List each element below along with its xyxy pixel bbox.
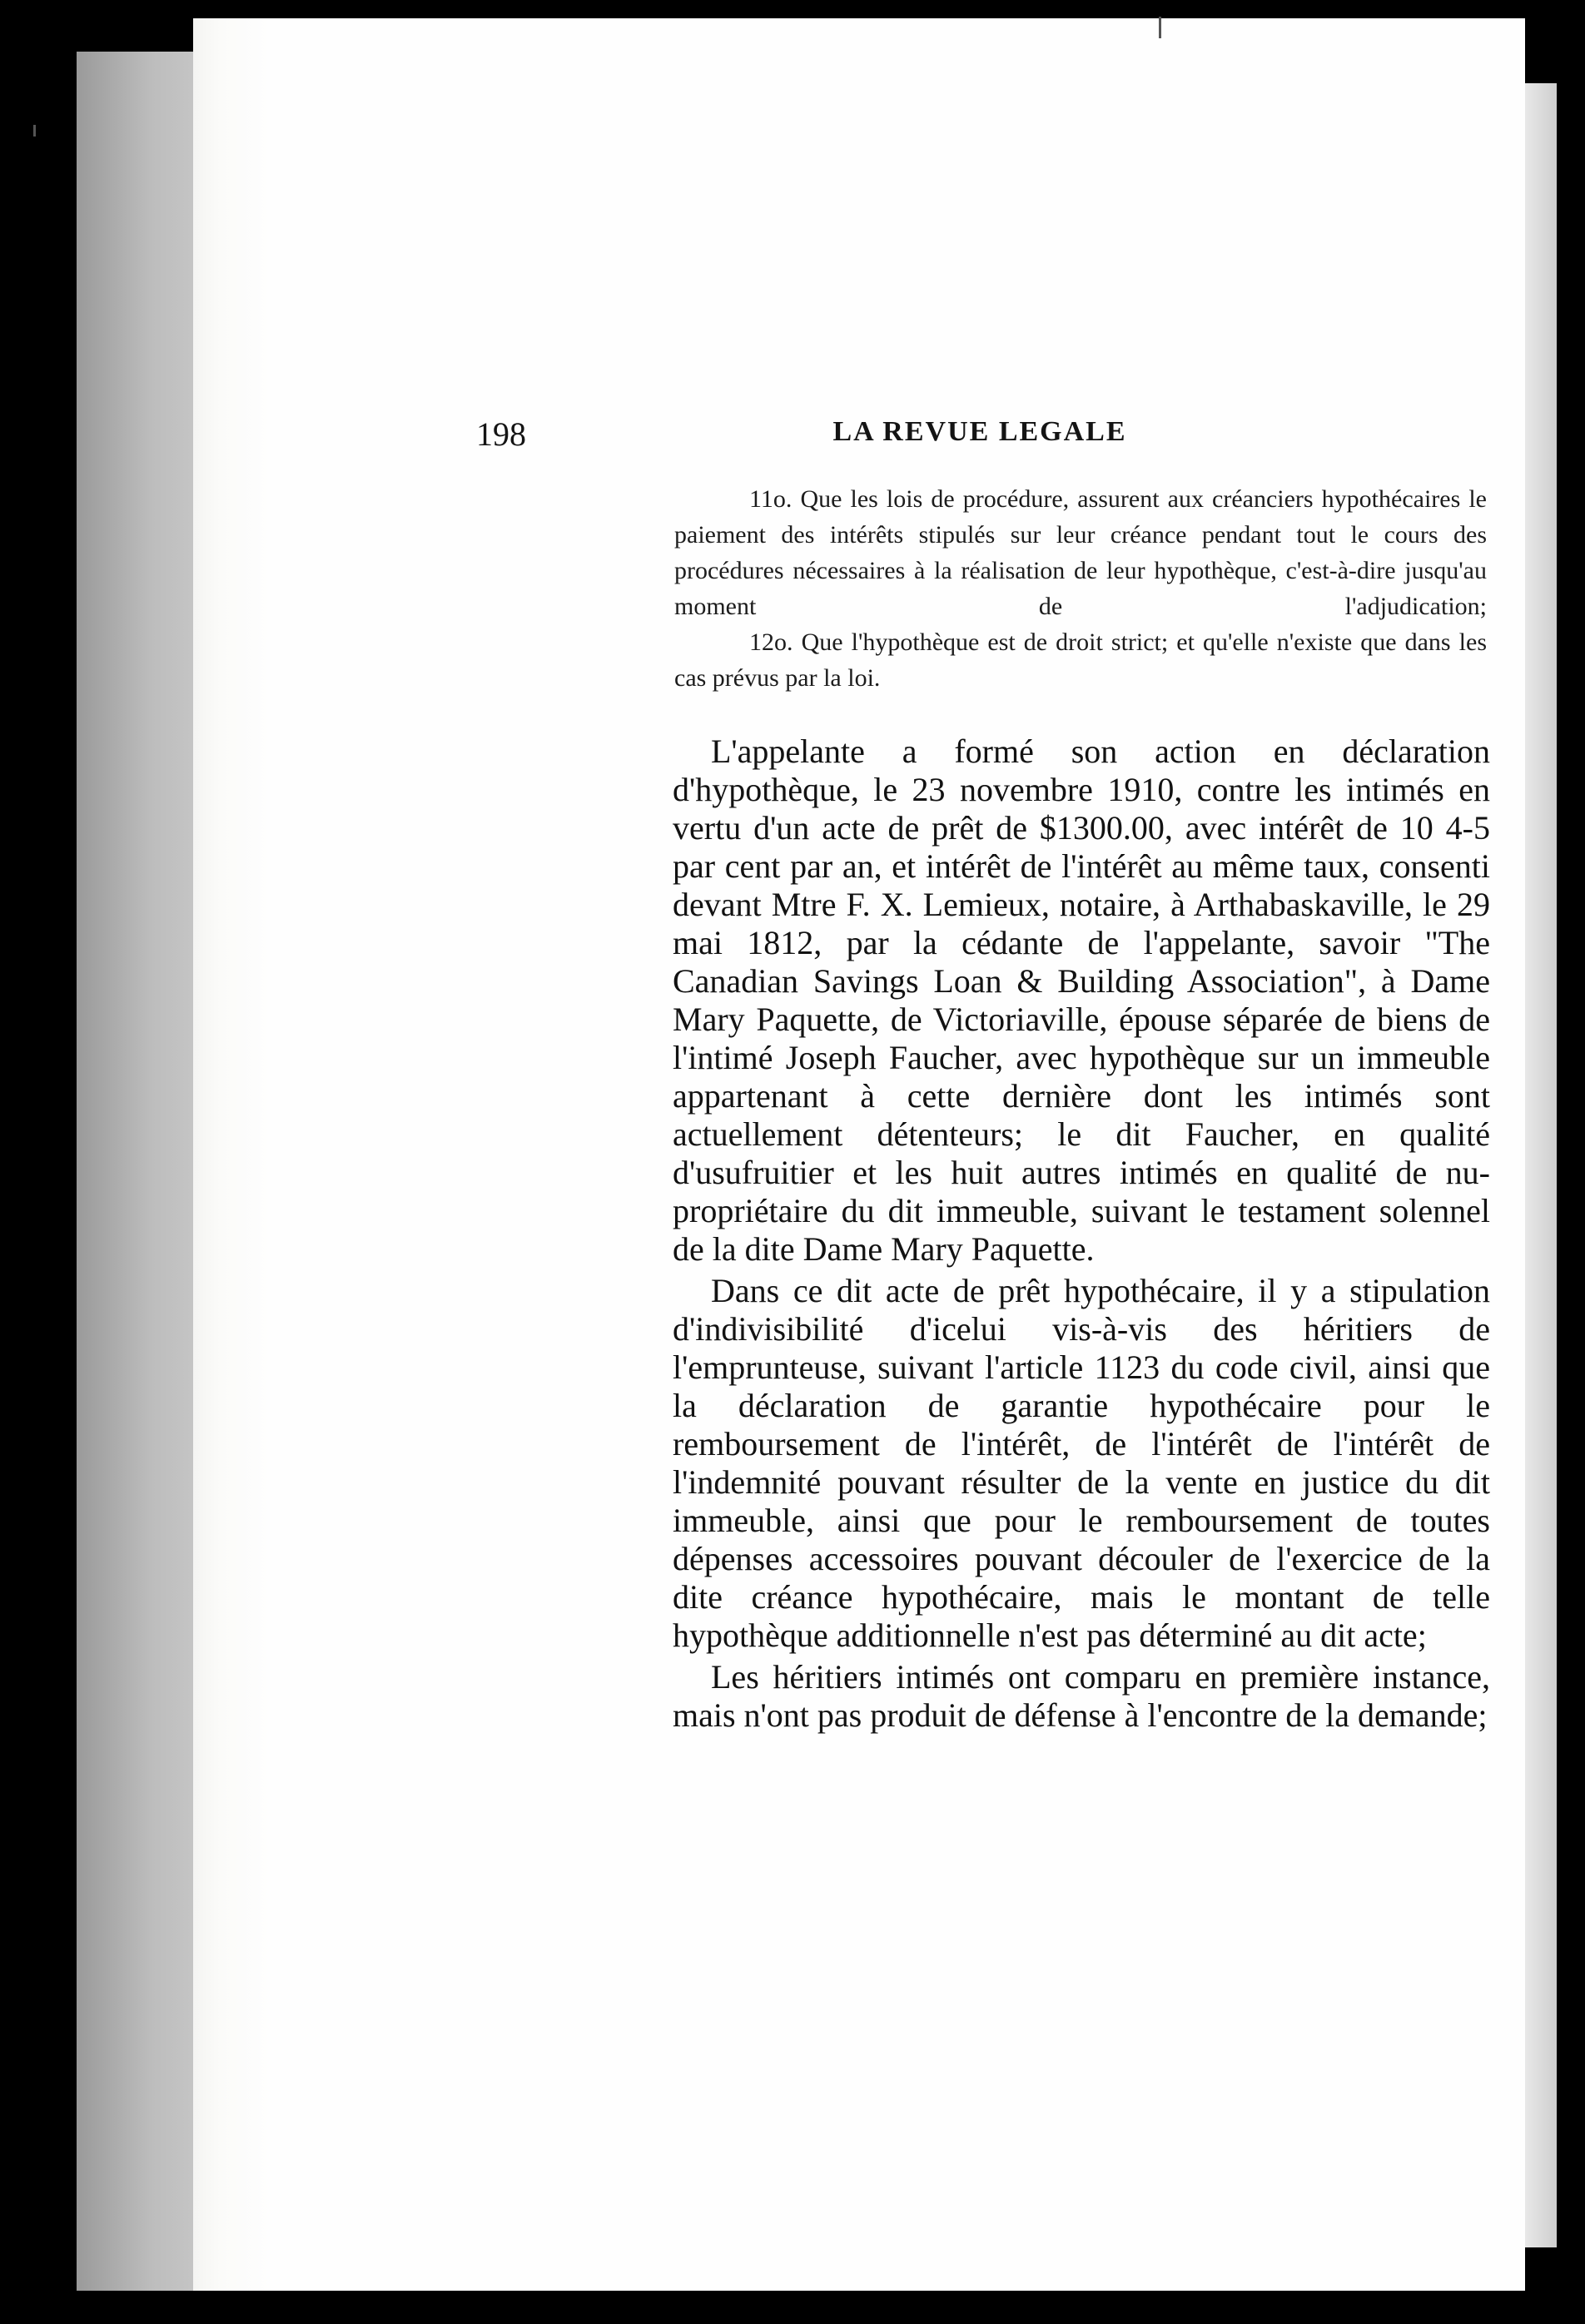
body-paragraph: L'appelante a formé son action en déclaration d'hypothèque, le 23 novembre 1910, contre les intimés en vertu d'un acte de prêt de $1300.00, avec intérêt de 10 4-5 par cent par an, et intérêt de l'intérêt au même taux, consenti devant Mtre F. X. Lemieux, notaire, à Arthabaskaville, le 29 mai 1812, par la cédante de l'appelante, savoir "The Canadian Savings Loan & Building Association", à Dame Mary Paquette, de Victoriaville, épouse séparée de biens de l'intimé Joseph Faucher, avec hypothèque sur un immeuble appartenant à cette dernière dont les intimés sont actuellement détenteurs; le dit Faucher, en qualité d'usufruitier et les huit autres intimés en qualité de nu-propriétaire du dit immeuble, suivant le testament solennel de la dite Dame Mary Paquette.	[673, 732, 1490, 1268]
page-number: 198	[476, 415, 526, 453]
adjacent-page-edge	[1525, 83, 1557, 2247]
numbered-points	[674, 481, 1487, 696]
body-paragraph: Les héritiers intimés ont comparu en première instance, mais n'ont pas produit de défense à l'encontre de la demande;	[673, 1658, 1490, 1734]
running-title: LA REVUE LEGALE	[832, 416, 1127, 447]
body-text	[673, 732, 1490, 1735]
scan-mark	[33, 125, 36, 137]
scan-mark	[1159, 17, 1161, 38]
body-paragraph: Dans ce dit acte de prêt hypothécaire, il y a stipulation d'indivisibilité d'icelui vis-à-vis des héritiers de l'emprunteuse, suivant l'article 1123 du code civil, ainsi que la déclaration de garantie hypothécaire pour le remboursement de l'intérêt, de l'intérêt de l'intérêt de l'indemnité pouvant résulter de la vente en justice du dit immeuble, ainsi que pour le remboursement de toutes dépenses accessoires pouvant découler de l'exercice de la dite créance hypothécaire, mais le montant de telle hypothèque additionnelle n'est pas déterminé au dit acte;	[673, 1272, 1490, 1654]
point-12: 12o. Que l'hypothèque est de droit strict; et qu'elle n'existe que dans les cas prévus par la loi.	[674, 628, 1487, 692]
page-header	[476, 415, 1483, 456]
point-11: 11o. Que les lois de procédure, assurent aux créanciers hypothécaires le paiement des intérêts stipulés sur leur créance pendant tout le cours des procédures nécessaires à la réalisation de leur hypothèque, c'est-à-dire jusqu'au moment de l'adjudication;	[674, 485, 1487, 620]
